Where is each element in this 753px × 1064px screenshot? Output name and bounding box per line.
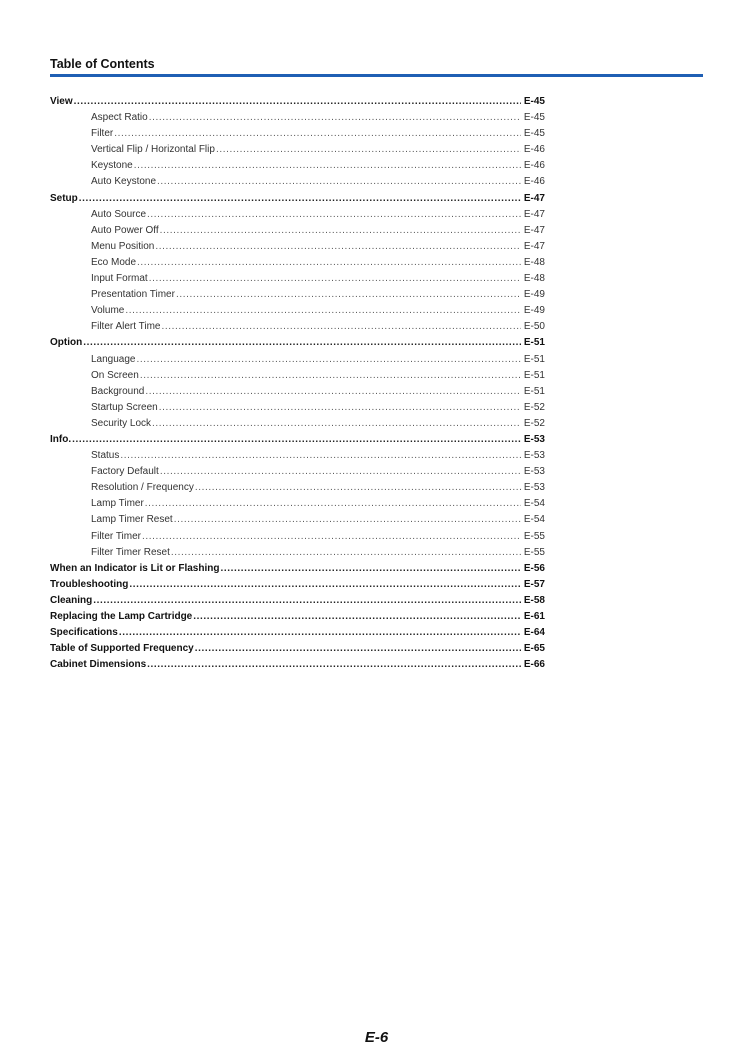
toc-entry-label: Replacing the Lamp Cartridge: [50, 611, 193, 622]
toc-subsection-entry[interactable]: [50, 416, 545, 432]
toc-section-entry[interactable]: [50, 625, 545, 641]
toc-entry-label: Factory Default: [91, 466, 159, 478]
toc-dot-leader: [149, 271, 521, 287]
toc-entry-label: Filter Alert Time: [91, 321, 161, 333]
toc-section-entry[interactable]: [50, 191, 545, 207]
toc-entry-label: Aspect Ratio: [91, 112, 148, 124]
toc-dot-leader: [157, 174, 521, 190]
toc-entry-page: E-49: [523, 305, 545, 317]
toc-entry-label: Cabinet Dimensions: [50, 659, 147, 671]
toc-entry-label: Eco Mode: [91, 256, 137, 268]
toc-entry-page: E-61: [523, 611, 545, 622]
toc-dot-leader: [93, 593, 521, 609]
toc-entry-label: Specifications: [50, 627, 118, 639]
toc-section-entry[interactable]: [50, 593, 545, 609]
toc-entry-label: Security Lock: [91, 417, 152, 429]
toc-subsection-entry[interactable]: [50, 142, 545, 158]
toc-dot-leader: [159, 400, 521, 416]
toc-entry-page: E-56: [523, 562, 545, 574]
toc-dot-leader: [72, 432, 521, 448]
toc-subsection-entry[interactable]: [50, 158, 545, 174]
header-rule: [50, 74, 703, 77]
toc-entry-label: Vertical Flip / Horizontal Flip: [91, 144, 215, 156]
toc-section-entry[interactable]: [50, 561, 545, 577]
toc-entry-page: E-57: [523, 578, 545, 590]
toc-dot-leader: [114, 126, 521, 142]
toc-subsection-entry[interactable]: [50, 255, 545, 271]
toc-entry-page: E-51: [523, 353, 545, 365]
toc-entry-label: On Screen: [91, 369, 139, 381]
toc-entry-label: Presentation Timer: [91, 289, 175, 301]
toc-entry-page: E-58: [523, 594, 545, 606]
toc-subsection-entry[interactable]: [50, 303, 545, 319]
toc-entry-label: Menu Position: [91, 240, 155, 252]
toc-dot-leader: [193, 609, 521, 625]
toc-entry-label: Filter: [91, 128, 114, 140]
toc-subsection-entry[interactable]: [50, 287, 545, 303]
toc-entry-label: Setup: [50, 192, 78, 204]
toc-section-entry[interactable]: [50, 335, 545, 351]
toc-entry-page: E-45: [523, 112, 545, 124]
toc-entry-page: E-50: [523, 321, 545, 333]
toc-section-entry[interactable]: [50, 609, 545, 625]
toc-entry-page: E-46: [523, 144, 545, 156]
toc-dot-leader: [174, 512, 521, 528]
toc-entry-label: Input Format: [91, 273, 148, 285]
toc-entry-label: Cleaning: [50, 594, 93, 606]
toc-dot-leader: [155, 239, 521, 255]
toc-dot-leader: [160, 464, 521, 480]
toc-entry-page: E-51: [523, 369, 545, 381]
toc-dot-leader: [134, 158, 521, 174]
toc-entry-page: E-53: [523, 466, 545, 478]
toc-dot-leader: [140, 368, 521, 384]
toc-subsection-entry[interactable]: [50, 239, 545, 255]
toc-entry-label: View: [50, 96, 73, 107]
toc-dot-leader: [161, 319, 520, 335]
toc-entry-page: E-47: [523, 192, 545, 204]
toc-subsection-entry[interactable]: [50, 319, 545, 335]
toc-entry-page: E-48: [523, 273, 545, 285]
toc-dot-leader: [147, 207, 521, 223]
toc-entry-label: Status: [91, 450, 120, 462]
toc-entry-label: Auto Source: [91, 208, 147, 220]
toc-subsection-entry[interactable]: [50, 529, 545, 545]
toc-entry-page: E-55: [523, 546, 545, 558]
toc-dot-leader: [171, 545, 521, 561]
page-number: E-6: [364, 1029, 389, 1046]
toc-dot-leader: [176, 287, 521, 303]
toc-entry-label: Info.: [50, 433, 72, 445]
toc-section-entry[interactable]: [50, 641, 545, 657]
toc-entry-page: E-47: [523, 208, 545, 220]
toc-dot-leader: [119, 625, 521, 641]
toc-section-entry[interactable]: [50, 657, 545, 673]
toc-dot-leader: [149, 110, 521, 126]
toc-subsection-entry[interactable]: [50, 464, 545, 480]
toc-entry-label: Resolution / Frequency: [91, 482, 194, 494]
toc-entry-label: Filter Timer Reset: [91, 546, 170, 558]
toc-dot-leader: [195, 641, 521, 657]
toc-subsection-entry[interactable]: [50, 223, 545, 239]
toc-dot-leader: [129, 577, 521, 593]
toc-entry-page: E-65: [523, 643, 545, 655]
toc-entry-page: E-47: [523, 240, 545, 252]
toc-subsection-entry[interactable]: [50, 110, 545, 126]
toc-entry-page: E-45: [523, 128, 545, 140]
page-title: Table of Contents: [50, 57, 155, 71]
toc-entry-label: Auto Power Off: [91, 224, 159, 236]
toc-entry-label: Troubleshooting: [50, 578, 129, 590]
toc-subsection-entry[interactable]: [50, 352, 545, 368]
toc-entry-page: E-51: [523, 337, 545, 349]
toc-dot-leader: [147, 657, 521, 673]
toc-section-entry[interactable]: [50, 577, 545, 593]
toc-dot-leader: [195, 480, 521, 496]
toc-dot-leader: [142, 529, 521, 545]
toc-entry-label: Language: [91, 353, 136, 365]
toc-entry-page: E-64: [523, 627, 545, 639]
toc-dot-leader: [145, 384, 521, 400]
toc-dot-leader: [145, 496, 521, 512]
toc-dot-leader: [79, 191, 521, 207]
toc-dot-leader: [220, 561, 520, 577]
toc-entry-label: Volume: [91, 305, 125, 317]
toc-subsection-entry[interactable]: [50, 480, 545, 496]
toc-entry-label: Auto Keystone: [91, 176, 157, 188]
toc-entry-page: E-52: [523, 401, 545, 413]
toc-subsection-entry[interactable]: [50, 207, 545, 223]
toc-entry-page: E-52: [523, 417, 545, 429]
toc-entry-page: E-48: [523, 256, 545, 268]
toc-entry-label: Lamp Timer Reset: [91, 514, 173, 526]
toc-dot-leader: [83, 335, 521, 351]
toc-entry-label: Background: [91, 385, 145, 397]
toc-subsection-entry[interactable]: [50, 448, 545, 464]
toc-entry-label: Lamp Timer: [91, 498, 144, 510]
toc-dot-leader: [137, 255, 521, 271]
page-header: [50, 56, 703, 77]
toc-entry-page: E-53: [523, 433, 545, 445]
toc-entry-label: Option: [50, 337, 83, 349]
toc-entry-page: E-66: [523, 659, 545, 671]
toc-entry-page: E-54: [523, 498, 545, 510]
toc-dot-leader: [74, 94, 521, 110]
toc-dot-leader: [160, 223, 521, 239]
toc-dot-leader: [152, 416, 521, 432]
toc-entry-page: E-53: [523, 482, 545, 494]
toc-subsection-entry[interactable]: [50, 271, 545, 287]
table-of-contents: [50, 94, 545, 673]
toc-entry-page: E-53: [523, 450, 545, 462]
toc-entry-label: When an Indicator is Lit or Flashing: [50, 562, 220, 574]
toc-dot-leader: [137, 352, 521, 368]
toc-entry-page: E-46: [523, 176, 545, 188]
toc-section-entry[interactable]: [50, 94, 545, 110]
toc-entry-label: Filter Timer: [91, 530, 141, 542]
toc-entry-page: E-55: [523, 530, 545, 542]
toc-subsection-entry[interactable]: [50, 368, 545, 384]
toc-entry-page: E-46: [523, 160, 545, 172]
toc-subsection-entry[interactable]: [50, 126, 545, 142]
toc-entry-page: E-49: [523, 289, 545, 301]
toc-subsection-entry[interactable]: [50, 400, 545, 416]
toc-dot-leader: [125, 303, 521, 319]
toc-entry-label: Startup Screen: [91, 401, 158, 413]
toc-entry-label: Table of Supported Frequency: [50, 643, 194, 655]
toc-entry-page: E-47: [523, 224, 545, 236]
toc-dot-leader: [216, 142, 521, 158]
toc-entry-label: Keystone: [91, 160, 133, 172]
toc-subsection-entry[interactable]: [50, 384, 545, 400]
toc-subsection-entry[interactable]: [50, 174, 545, 190]
toc-subsection-entry[interactable]: [50, 496, 545, 512]
toc-subsection-entry[interactable]: [50, 512, 545, 528]
toc-section-entry[interactable]: [50, 432, 545, 448]
toc-entry-page: E-54: [523, 514, 545, 526]
toc-dot-leader: [120, 448, 521, 464]
toc-entry-page: E-45: [523, 96, 545, 107]
toc-entry-page: E-51: [523, 385, 545, 397]
toc-subsection-entry[interactable]: [50, 545, 545, 561]
